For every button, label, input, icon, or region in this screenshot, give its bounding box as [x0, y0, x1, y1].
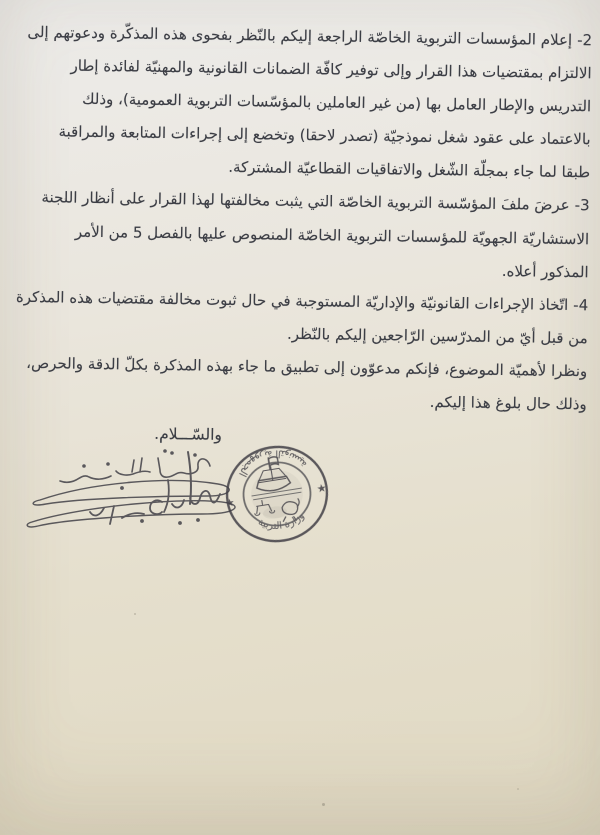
stamp-bottom-text: وزارة التربية — [256, 510, 307, 532]
paper-speck — [64, 198, 66, 200]
item-number: 4- — [573, 295, 589, 315]
paper-speck — [517, 788, 519, 790]
item-number: 3- — [574, 196, 590, 215]
body-line-text: عرضَ ملفَ المؤسّسة التربوية الخاصّة التي يثبت مخالفتها لهذا القرار على أنظار اللجنة — [41, 188, 570, 215]
closing-salutation: والسّـــلام. — [154, 424, 223, 444]
body-line-text: طبقا لما جاء بمجلّة الشّغل والاتفاقيات القطاعيّة المشتركة. — [228, 158, 591, 182]
paper-speck — [322, 803, 325, 806]
body-line-text: إعلام المؤسسات التربوية الخاصّة الراجعة إليكم بالنّظر بفحوى هذه المذكّرة ودعوتهم إلى — [27, 22, 573, 50]
body-line-text: المذكور أعلاه. — [501, 261, 589, 281]
body-line-text: التدريس والإطار العامل بها (من غير العاملين بالمؤسّسات التربوية العمومية)، وذلك — [82, 89, 592, 116]
star-icon-left: ★ — [223, 495, 236, 511]
body-line-text: اتّخاذ الإجراءات القانونيّة والإداريّة المستوجبة في حال ثبوت مخالفة مقتضيات هذه المذكرة — [15, 287, 569, 314]
body-line-text: الالتزام بمقتضيات هذا القرار وإلى توفير كافّة الضمانات القانونية والمهنيّة لفائدة إطار — [70, 56, 592, 83]
body-line-text: الاستشاريّة الجهويّة للمؤسسات التربوية الخاصّة المنصوص عليها بالفصل 5 من الأمر — [74, 222, 590, 248]
stamp-top-text: الجمهورية التونسية — [235, 447, 310, 479]
body-line — [37, 380, 587, 421]
star-icon-right: ★ — [315, 481, 328, 496]
ministry-seal-stamp — [212, 436, 342, 558]
body-line-text: من قبل أيّ من المدرّسين الرّاجعين إليكم بالنّظر. — [286, 324, 588, 348]
body-line-text: ونظرا لأهميّة الموضوع، فإنكم مدعوّون إلى تطبيق ما جاء بهذه المذكرة بكلّ الدقة والحرص، — [26, 353, 588, 381]
body-line-text: بالاعتماد على عقود شغل نموذجيّة (تصدر لاحقا) وتخضع إلى إجراءات المتابعة والمراقبة — [58, 122, 591, 149]
item-number: 2- — [577, 31, 593, 50]
paper-speck — [134, 613, 136, 615]
body-line-text: وذلك حال بلوغ هذا إليكم. — [429, 392, 587, 414]
